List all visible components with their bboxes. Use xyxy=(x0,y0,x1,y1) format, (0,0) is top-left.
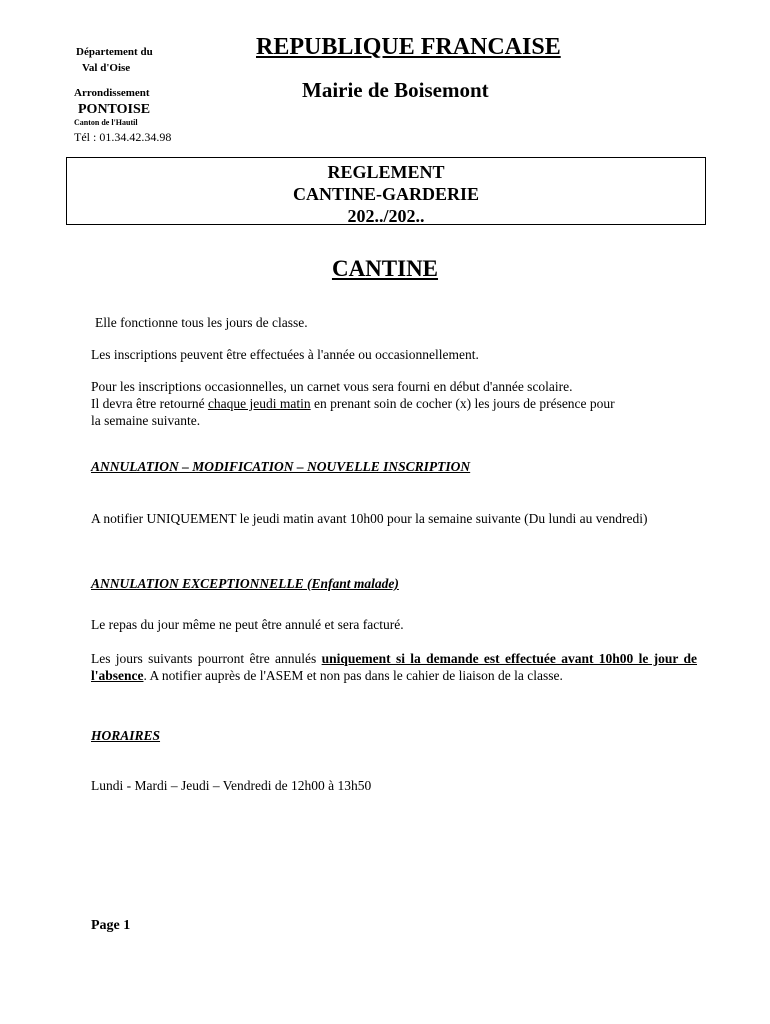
bold-underlined-condition: uniquement si la demande est effectuée avant 10h00 le jour de l'absence xyxy=(91,651,698,683)
text-span: en prenant soin de cocher (x) les jours de présence pour xyxy=(310,396,615,411)
section-title-cantine: CANTINE xyxy=(331,256,439,281)
paragraph-jours-suivants xyxy=(91,650,697,684)
arrondissement-label: Arrondissement xyxy=(74,87,150,99)
paragraph-inscriptions: Les inscriptions peuvent être effectuées à l'année ou occasionnellement. xyxy=(91,347,479,362)
occasionnelles-line-3: la semaine suivante. xyxy=(91,413,201,428)
title-line-2: CANTINE-GARDERIE xyxy=(292,184,480,204)
paragraph-horaires: Lundi - Mardi – Jeudi – Vendredi de 12h00 à 13h50 xyxy=(91,778,372,793)
republique-title: REPUBLIQUE FRANCAISE xyxy=(256,34,561,60)
underlined-jeudi-matin: chaque jeudi matin xyxy=(207,396,311,411)
occasionnelles-line-2 xyxy=(91,395,697,412)
heading-horaires: HORAIRES xyxy=(91,728,161,743)
title-line-3: 202../202.. xyxy=(347,206,425,226)
canton-label: Canton de l'Hautil xyxy=(74,118,138,127)
text-span: . A notifier auprès de l'ASEM et non pas dans le cahier de liaison de la classe. xyxy=(143,668,563,683)
page-number: Page 1 xyxy=(91,918,131,933)
paragraph-repas: Le repas du jour même ne peut être annulé et sera facturé. xyxy=(91,617,404,632)
mairie-title: Mairie de Boisemont xyxy=(302,78,489,102)
title-line-1: REGLEMENT xyxy=(327,162,445,182)
department-label: Département du xyxy=(76,46,153,58)
text-span: Les jours suivants pourront être annulés xyxy=(91,651,322,666)
heading-annulation-exceptionnelle: ANNULATION EXCEPTIONNELLE (Enfant malade) xyxy=(91,576,399,591)
telephone: Tél : 01.34.42.34.98 xyxy=(74,130,172,144)
arrondissement-name: PONTOISE xyxy=(78,102,151,117)
reglement-title-box xyxy=(66,157,706,225)
text-span: Il devra être retourné xyxy=(91,396,208,411)
department-name: Val d'Oise xyxy=(82,62,131,74)
paragraph-notifier: A notifier UNIQUEMENT le jeudi matin avant 10h00 pour la semaine suivante (Du lundi au vendredi) xyxy=(91,511,648,526)
occasionnelles-line-1: Pour les inscriptions occasionnelles, un carnet vous sera fourni en début d'année scolaire. xyxy=(91,379,573,394)
paragraph-occasionnelles xyxy=(91,378,697,429)
paragraph-fonctionnement: Elle fonctionne tous les jours de classe. xyxy=(95,315,308,330)
heading-annulation-modification: ANNULATION – MODIFICATION – NOUVELLE INSCRIPTION xyxy=(91,459,471,474)
